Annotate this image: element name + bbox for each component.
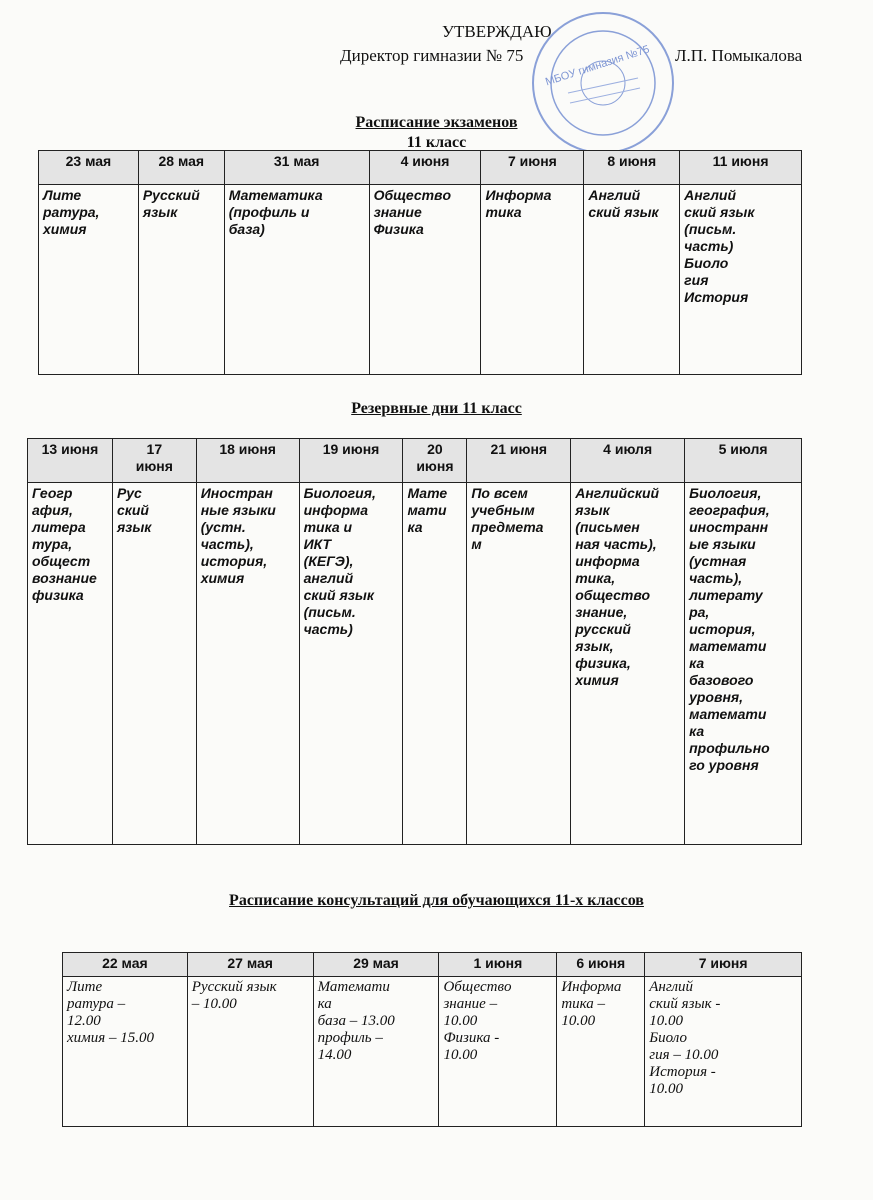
exam-date: 4 июня [369,151,481,185]
reserve-subject-row [28,483,802,845]
approval-title: УТВЕРЖДАЮ [442,22,552,41]
director-position: Директор гимназии № 75 [340,46,524,65]
reserve-date: 17 июня [112,439,196,483]
reserve-subjects: Мате мати ка [403,483,467,845]
consult-date: 27 мая [187,953,313,977]
exam-subjects: Обществo знание Физика [369,185,481,375]
reserve-subjects: Биология, география, иностранн ые языки (устная часть), литерату ра, история, математи ка базового уровня, математи ка профильно го уровня [685,483,802,845]
reserve-subjects: Иностран ные языки (устн. часть), история, химия [196,483,299,845]
reserve-date: 21 июня [467,439,571,483]
consult-table [62,952,802,1127]
exam-subjects: Англий ский язык (письм. часть) Биоло гия История [680,185,802,375]
reserve-subjects: Биология, информа тика и ИКТ (КЕГЭ), англий ский язык (письм. часть) [299,483,403,845]
exam-date: 23 мая [39,151,139,185]
reserve-date: 13 июня [28,439,113,483]
exams-table [38,150,802,375]
consult-subject-row [63,977,802,1127]
consult-title: Расписание консультаций для обучающихся 11-х классов [229,892,644,909]
svg-text:МБОУ гимназия №75: МБОУ гимназия №75 [543,43,651,89]
reserve-date: 5 июля [685,439,802,483]
consult-entry: Англий ский язык - 10.00 Биоло гия – 10.00 История - 10.00 [645,977,802,1127]
consult-header-row [63,953,802,977]
consult-date: 29 мая [313,953,439,977]
reserve-date: 18 июня [196,439,299,483]
consult-entry: Информа тика – 10.00 [557,977,645,1127]
consult-date: 22 мая [63,953,188,977]
exam-date: 7 июня [481,151,584,185]
exam-subjects: Англий ский язык [584,185,680,375]
reserve-subjects: Английский язык (письмен ная часть), информа тика, общество знание, русский язык, физика, химия [571,483,685,845]
reserve-title: Резервные дни 11 класс [351,400,522,417]
consult-entry: Лите ратура – 12.00 химия – 15.00 [63,977,188,1127]
exam-date: 31 мая [224,151,369,185]
reserve-subjects: По всем учебным предмета м [467,483,571,845]
exams-subject-row [39,185,802,375]
reserve-table [27,438,802,845]
exam-date: 28 мая [138,151,224,185]
consult-date: 6 июня [557,953,645,977]
exam-subjects: Математика (профиль и база) [224,185,369,375]
reserve-subjects: Геогр афия, литера тура, общест вознание физика [28,483,113,845]
reserve-date: 19 июня [299,439,403,483]
exam-subjects: Информа тика [481,185,584,375]
reserve-date: 4 июля [571,439,685,483]
exams-title: Расписание экзаменов [355,114,518,131]
consult-date: 7 июня [645,953,802,977]
exams-header-row [39,151,802,185]
reserve-date: 20 июня [403,439,467,483]
consult-entry: Русский язык – 10.00 [187,977,313,1127]
consult-date: 1 июня [439,953,557,977]
exams-subtitle: 11 класс [406,134,467,151]
exam-date: 11 июня [680,151,802,185]
exam-subjects: Русский язык [138,185,224,375]
consult-entry: Математи ка база – 13.00 профиль – 14.00 [313,977,439,1127]
reserve-header-row [28,439,802,483]
signatory-name: Л.П. Помыкалова [675,46,803,65]
exam-date: 8 июня [584,151,680,185]
reserve-subjects: Рус ский язык [112,483,196,845]
consult-entry: Обществo знание – 10.00 Физика - 10.00 [439,977,557,1127]
exam-subjects: Лите ратура, химия [39,185,139,375]
